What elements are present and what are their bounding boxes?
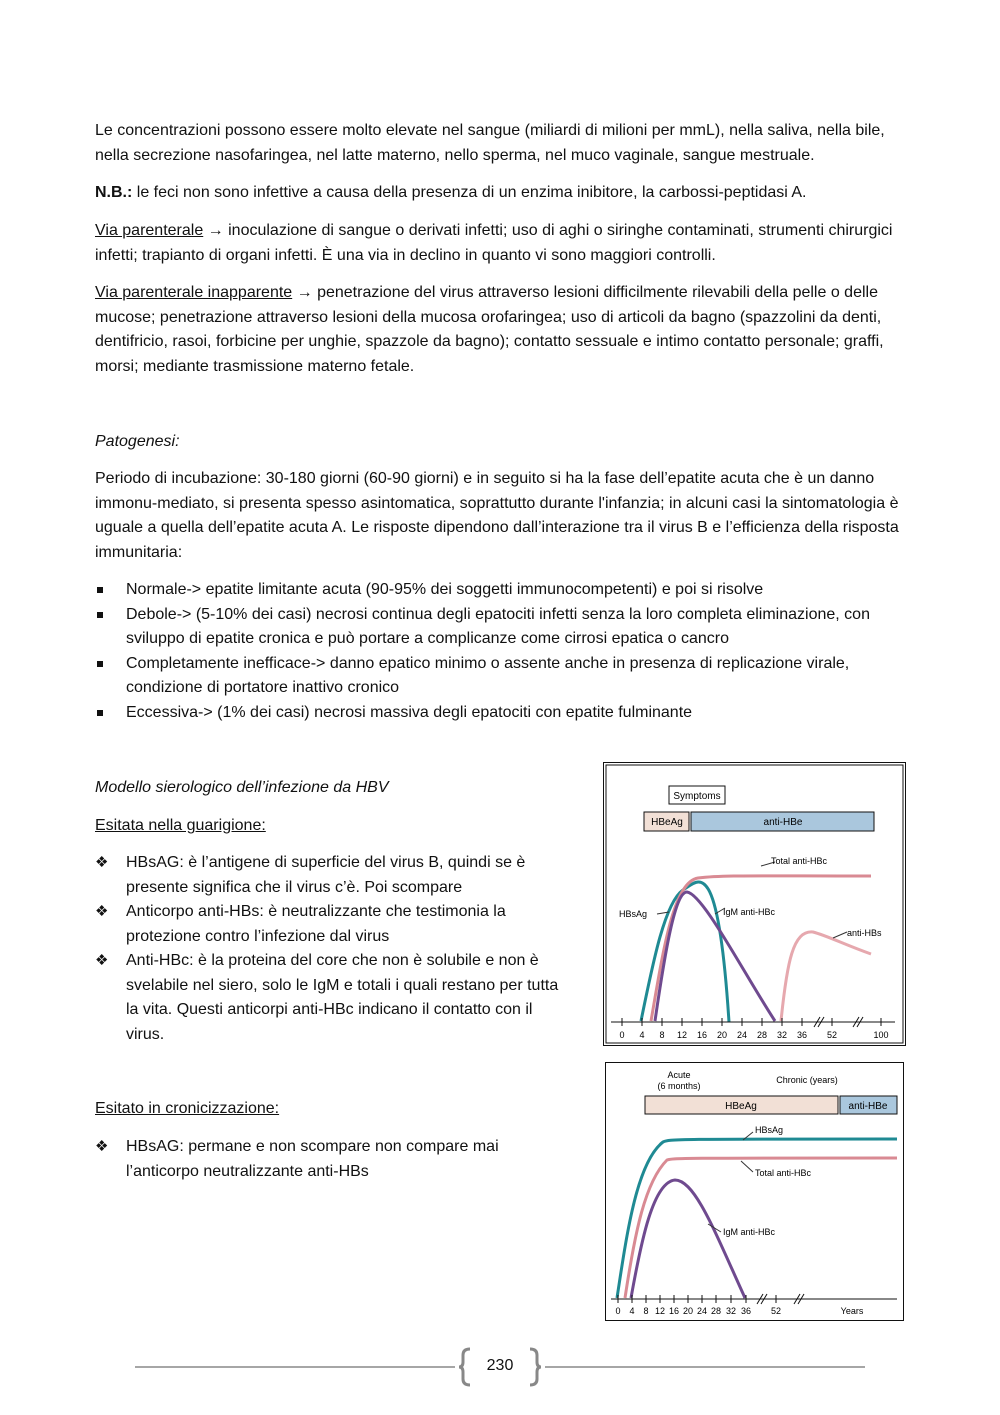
- cronic-label: Esitato in cronicizzazione:: [95, 1100, 280, 1117]
- paragraph-concentrations: Le concentrazioni possono essere molto elevate nel sangue (miliardi di milioni per mmL), nella saliva, nella bile, nella secrezione nasofaringea, nel latte materno, nello sperma, nel muco vaginale, sangue mestruale.: [95, 122, 885, 164]
- acute-duration-label: (6 months): [657, 1081, 701, 1091]
- tick-label: 12: [676, 1030, 688, 1040]
- arrow-icon: →: [292, 284, 318, 301]
- list-item: Debole-> (5-10% dei casi) necrosi continua degli epatociti infetti senza la loro completa eliminazione, con sviluppo di epatite cronica e può portare a complicanze come cirrosi epatica o cancro: [95, 603, 905, 652]
- figure-chronic-serology: [605, 1062, 904, 1321]
- tick-label: 0: [615, 1306, 621, 1316]
- tick-label: 4: [639, 1030, 645, 1040]
- via-parenterale-label: Via parenterale: [95, 222, 204, 239]
- total-anti-hbc-label: Total anti-HBc: [755, 1168, 812, 1178]
- list-item: ❖ HBsAG: permane e non scompare non compare mai l’anticorpo neutralizzante anti-HBs: [95, 1135, 565, 1184]
- anti-hbe-label: anti-HBe: [763, 817, 803, 828]
- hbsag-curve: [617, 1139, 897, 1298]
- hbeag-label: HBeAg: [725, 1101, 757, 1112]
- paragraph-nb: [95, 181, 905, 206]
- list-item: ❖ Anticorpo anti-HBs: è neutralizzante che testimonia la protezione contro l’infezione dal virus: [95, 900, 565, 949]
- hbeag-label: HBeAg: [651, 817, 683, 828]
- tick-label: 24: [736, 1030, 748, 1040]
- paragraph-via-parenterale: [95, 219, 905, 268]
- tick-label: 8: [643, 1306, 649, 1316]
- guarigione-list: [95, 851, 565, 1047]
- guarigione-label: Esitata nella guarigione:: [95, 817, 266, 834]
- tick-label: 20: [716, 1030, 728, 1040]
- anti-hbs-curve: [781, 932, 871, 1021]
- tick-label: 16: [696, 1030, 708, 1040]
- igm-anti-hbc-label: IgM anti-HBc: [723, 907, 776, 917]
- left-brace-icon: [459, 1349, 470, 1385]
- tick-label: 12: [654, 1306, 666, 1316]
- patogenesi-text: Periodo di incubazione: 30-180 giorni (60-90 giorni) e in seguito si ha la fase dell’epatite acuta che è un danno immonu-mediato, si presenta spesso asintomatica, soprattutto durante l'infanzia; in alcuni casi la sintomatologia è uguale a quella dell’epatite acuta A. Le risposte dipendono dall’interazione tra il virus B e l’efficienza della risposta immunitaria:: [95, 470, 899, 561]
- cronic-list: [95, 1135, 565, 1184]
- diamond-bullet-icon: ❖: [95, 952, 109, 969]
- hbsag-label: HBsAg: [619, 909, 648, 919]
- anti-hbs-label: anti-HBs: [847, 928, 882, 938]
- paragraph-via-inapparente: [95, 281, 905, 379]
- diamond-bullet-icon: ❖: [95, 903, 109, 920]
- tick-label: 0: [619, 1030, 625, 1040]
- tick-label: 32: [776, 1030, 788, 1040]
- anti-hbe-label: anti-HBe: [848, 1101, 888, 1112]
- tick-label: 52: [770, 1306, 782, 1316]
- tick-label: 28: [756, 1030, 768, 1040]
- tick-label: 36: [796, 1030, 808, 1040]
- years-label: Years: [840, 1306, 864, 1316]
- figure-acute-serology: [603, 762, 906, 1046]
- patogenesi-list: [95, 578, 905, 725]
- chronic-label: Chronic (years): [776, 1075, 838, 1085]
- page-number: 230: [486, 1357, 514, 1374]
- list-item: ❖ HBsAG: è l’antigene di superficie del virus B, quindi se è presente significa che il virus c’è. Poi scompare: [95, 851, 565, 900]
- tick-label: 16: [668, 1306, 680, 1316]
- diamond-bullet-icon: ❖: [95, 854, 109, 871]
- patogenesi-heading: Patogenesi:: [95, 433, 180, 450]
- total-anti-hbc-label: Total anti-HBc: [771, 856, 828, 866]
- tick-label: 8: [659, 1030, 665, 1040]
- tick-label: 36: [740, 1306, 752, 1316]
- list-item: ❖ Anti-HBc: è la proteina del core che non è solubile e non è svelabile nel siero, solo le IgM e totali i quali restano per tutta la vita. Questi anticorpi anti-HBc indicano il contatto con il virus.: [95, 949, 565, 1047]
- via-parenterale-text: inoculazione di sangue o derivati infetti; uso di aghi o siringhe contaminati, strumenti chirurgici infetti; trapianto di organi infetti. È una via in declino in quanto vi sono maggiori controlli.: [95, 222, 893, 264]
- list-item: Eccessiva-> (1% dei casi) necrosi massiva degli epatociti con epatite fulminante: [95, 701, 905, 726]
- modello-heading: Modello sierologico dell’infezione da HBV: [95, 779, 389, 796]
- tick-label: 28: [710, 1306, 722, 1316]
- via-inapparente-text: penetrazione del virus attraverso lesioni difficilmente rilevabili della pelle o delle mucose; penetrazione attraverso lesioni della mucosa orofaringea; uso di articoli da bagno (spazzolini da denti, dentifricio, rasoi, forbicine per unghie, spazzole da bagno); contatto sessuale e intimo contatto personale; graffi, morsi; mediante trasmissione materno fetale.: [95, 284, 884, 375]
- tick-label: 32: [725, 1306, 737, 1316]
- acute-label: Acute: [667, 1070, 691, 1080]
- tick-label: 52: [826, 1030, 838, 1040]
- tick-label: 20: [682, 1306, 694, 1316]
- tick-label: 4: [629, 1306, 635, 1316]
- list-item: Completamente inefficace-> danno epatico minimo o assente anche in presenza di replicazione virale, condizione di portatore inattivo cronico: [95, 652, 905, 701]
- tick-label: 100: [873, 1030, 889, 1040]
- tick-label: 24: [696, 1306, 708, 1316]
- nb-label: N.B.:: [95, 184, 133, 201]
- igm-anti-hbc-curve: [631, 1180, 745, 1298]
- right-brace-icon: [530, 1349, 541, 1385]
- diamond-bullet-icon: ❖: [95, 1138, 109, 1155]
- symptoms-label: Symptoms: [673, 791, 721, 802]
- hbsag-label: HBsAg: [755, 1125, 784, 1135]
- list-item: Normale-> epatite limitante acuta (90-95% dei soggetti immunocompetenti) e poi si risolve: [95, 578, 905, 603]
- igm-anti-hbc-label: IgM anti-HBc: [723, 1227, 776, 1237]
- arrow-icon: →: [203, 222, 229, 239]
- via-inapparente-label: Via parenterale inapparente: [95, 284, 293, 301]
- nb-text: le feci non sono infettive a causa della presenza di un enzima inibitore, la carbossi-peptidasi A.: [132, 184, 807, 201]
